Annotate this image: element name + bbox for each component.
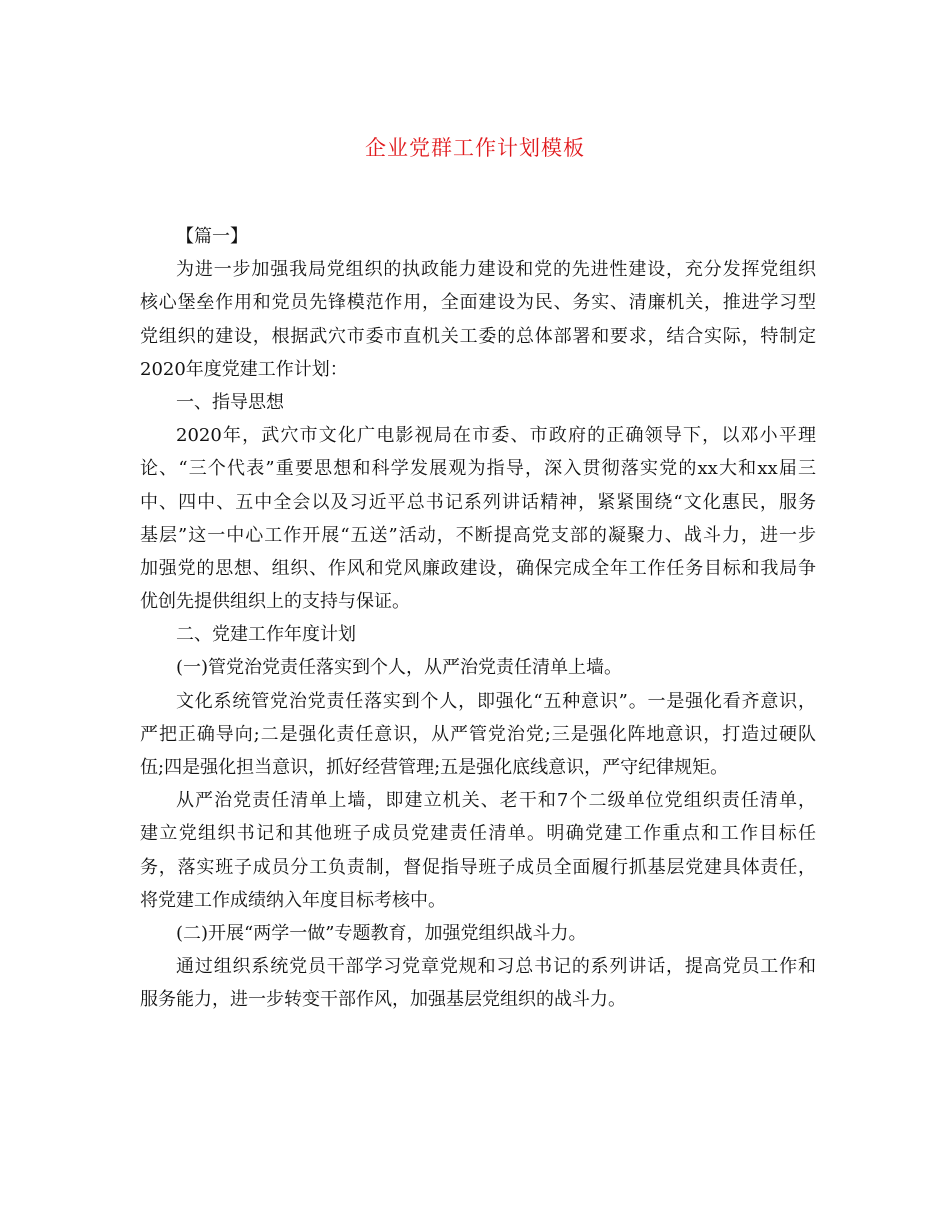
text-line: 一、指导思想 [176, 391, 284, 413]
text-line: 务，落实班子成员分工负责制，督促指导班子成员全面履行抓基层党建具体责任， [140, 856, 816, 878]
text-line: 加强党的思想、组织、作风和党风廉政建设，确保完成全年工作任务目标和我局争 [140, 557, 816, 579]
text-line: 服务能力，进一步转变干部作风，加强基层党组织的战斗力。 [140, 989, 626, 1011]
text-line: 文化系统管党治党责任落实到个人，即强化“五种意识”。一是强化看齐意识， [176, 690, 816, 712]
text-line: 优创先提供组织上的支持与保证。 [140, 591, 410, 613]
text-line: 将党建工作成绩纳入年度目标考核中。 [140, 889, 446, 911]
text-line: 基层”这一中心工作开展“五送”活动，不断提高党支部的凝聚力、战斗力，进一步 [140, 524, 816, 546]
document-body [140, 220, 816, 1017]
text-line: 二、党建工作年度计划 [176, 624, 356, 646]
text-line: 严把正确导向;二是强化责任意识，从严管党治党;三是强化阵地意识，打造过硬队 [140, 723, 816, 745]
text-line: 从严治党责任清单上墙，即建立机关、老干和7个二级单位党组织责任清单， [176, 790, 816, 812]
document-title: 企业党群工作计划模板 [365, 136, 585, 160]
text-line: 【篇一】 [176, 226, 248, 247]
text-line: 核心堡垒作用和党员先锋模范作用，全面建设为民、务实、清廉机关，推进学习型 [140, 292, 816, 314]
text-line: 党组织的建设，根据武穴市委市直机关工委的总体部署和要求，结合实际，特制定 [140, 325, 816, 347]
text-line: 建立党组织书记和其他班子成员党建责任清单。明确党建工作重点和工作目标任 [140, 823, 816, 845]
text-line: 为进一步加强我局党组织的执政能力建设和党的先进性建设，充分发挥党组织 [176, 259, 816, 281]
text-line: (一)管党治党责任落实到个人，从严治党责任清单上墙。 [176, 657, 623, 679]
text-line: 2020年度党建工作计划： [140, 358, 348, 380]
text-line: 通过组织系统党员干部学习党章党规和习总书记的系列讲话，提高党员工作和 [176, 956, 816, 978]
text-line: 伍;四是强化担当意识，抓好经营管理;五是强化底线意识，严守纪律规矩。 [140, 757, 729, 778]
text-line: 中、四中、五中全会以及习近平总书记系列讲话精神，紧紧围绕“文化惠民，服务 [140, 491, 816, 513]
text-line: (二)开展“两学一做”专题教育，加强党组织战斗力。 [176, 922, 587, 944]
text-line: 2020年，武穴市文化广电影视局在市委、市政府的正确领导下，以邓小平理 [176, 425, 816, 447]
text-line: 论、“三个代表”重要思想和科学发展观为指导，深入贯彻落实党的xx大和xx届三 [140, 458, 816, 480]
